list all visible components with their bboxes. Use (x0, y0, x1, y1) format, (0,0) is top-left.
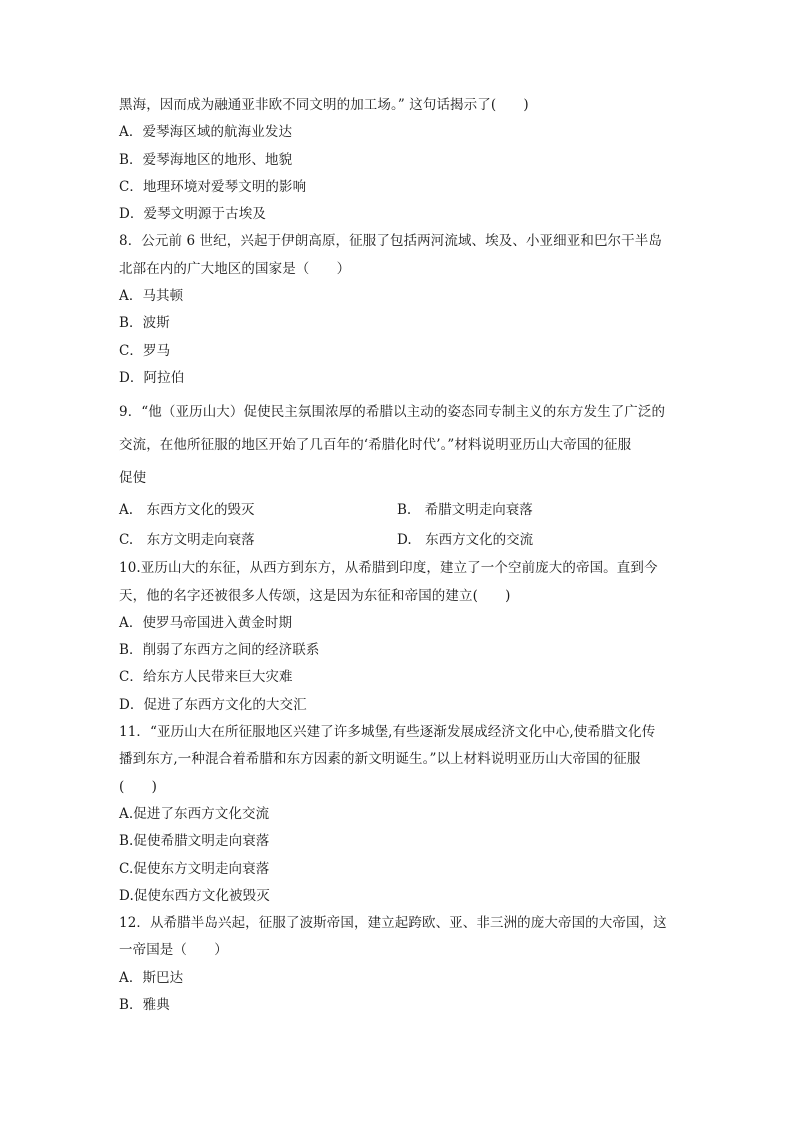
question-12-option-b: B．雅典 (119, 997, 170, 1014)
question-11 (119, 719, 679, 910)
question-9-option-b: B. 希腊文明走向衰落 (397, 502, 533, 519)
question-10-option-b: B．削弱了东西方之间的经济联系 (119, 642, 320, 659)
question-10-option-c: C．给东方人民带来巨大灾难 (119, 669, 293, 686)
question-10 (119, 555, 679, 719)
question-8-option-a: A．马其顿 (119, 288, 184, 305)
question-8-option-b: B．波斯 (119, 315, 170, 332)
question-7-stem: 黑海，因而成为融通亚非欧不同文明的加工场。” 这句话揭示了( ) (119, 97, 529, 113)
question-8-stem-line-1: 8．公元前 6 世纪，兴起于伊朗高原，征服了包括两河流域、埃及、小亚细亚和巴尔干半岛 (119, 233, 662, 250)
question-10-stem-line-1: 10.亚历山大的东征，从西方到东方，从希腊到印度，建立了一个空前庞大的帝国。直到今 (119, 560, 658, 577)
question-12-option-a: A．斯巴达 (119, 969, 184, 986)
question-12-stem-line-1: 12．从希腊半岛兴起，征服了波斯帝国，建立起跨欧、亚、非三洲的庞大帝国的大帝国，这 (119, 915, 667, 932)
question-9-stem-line-3: 促使 (119, 470, 147, 487)
question-9-option-d: D. 东西方文化的交流 (397, 532, 534, 549)
question-12 (119, 910, 679, 1019)
question-9-options-row-2 (119, 525, 679, 555)
question-7-option-a: A．爱琴海区域的航海业发达 (119, 124, 293, 141)
question-9-option-c: C. 东方文明走向衰落 (119, 532, 255, 549)
question-9-stem-line-1: 9．“他（亚历山大）促使民主氛围浓厚的希腊以主动的姿态同专制主义的东方发生了广泛的 (119, 404, 666, 421)
question-7-option-d: D．爱琴文明源于古埃及 (119, 206, 266, 223)
question-9-stem-line-2: 交流，在他所征服的地区开始了几百年的‘希腊化时代’。”材料说明亚历山大帝国的征服 (119, 437, 632, 454)
question-7-option-c: C．地理环境对爱琴文明的影响 (119, 178, 307, 195)
question-11-option-b: B.促使希腊文明走向衰落 (119, 833, 270, 850)
question-8 (119, 228, 679, 392)
question-9-options-row-1 (119, 495, 679, 525)
question-12-stem-line-2: 一帝国是（ ） (119, 942, 228, 959)
question-11-option-c: C.促使东方文明走向衰落 (119, 860, 270, 877)
question-10-option-d: D．促进了东西方文化的大交汇 (119, 696, 307, 713)
question-9-option-a: A. 东西方文化的毁灭 (119, 502, 255, 519)
question-11-option-d: D.促使东西方文化被毁灭 (119, 887, 270, 904)
question-11-stem-line-1: 11．“亚历山大在所征服地区兴建了许多城堡,有些逐渐发展成经济文化中心,使希腊文化传 (119, 724, 656, 741)
question-8-option-c: C．罗马 (119, 342, 171, 359)
question-11-stem-line-3: ( ) (119, 778, 157, 795)
question-7-option-b: B．爱琴海地区的地形、地貌 (119, 151, 293, 168)
question-11-option-a: A.促进了东西方文化交流 (119, 805, 270, 822)
document-page (119, 92, 679, 1019)
question-10-stem-line-2: 天，他的名字还被很多人传颂，这是因为东征和帝国的建立( ) (119, 587, 511, 604)
question-10-option-a: A．使罗马帝国进入黄金时期 (119, 614, 293, 631)
question-8-stem-line-2: 北部在内的广大地区的国家是（ ） (119, 260, 351, 277)
question-11-stem-line-2: 播到东方,一种混合着希腊和东方因素的新文明诞生。”以上材料说明亚历山大帝国的征服 (119, 751, 641, 768)
question-7 (119, 92, 679, 228)
question-9 (119, 396, 679, 555)
question-8-option-d: D．阿拉伯 (119, 369, 185, 386)
